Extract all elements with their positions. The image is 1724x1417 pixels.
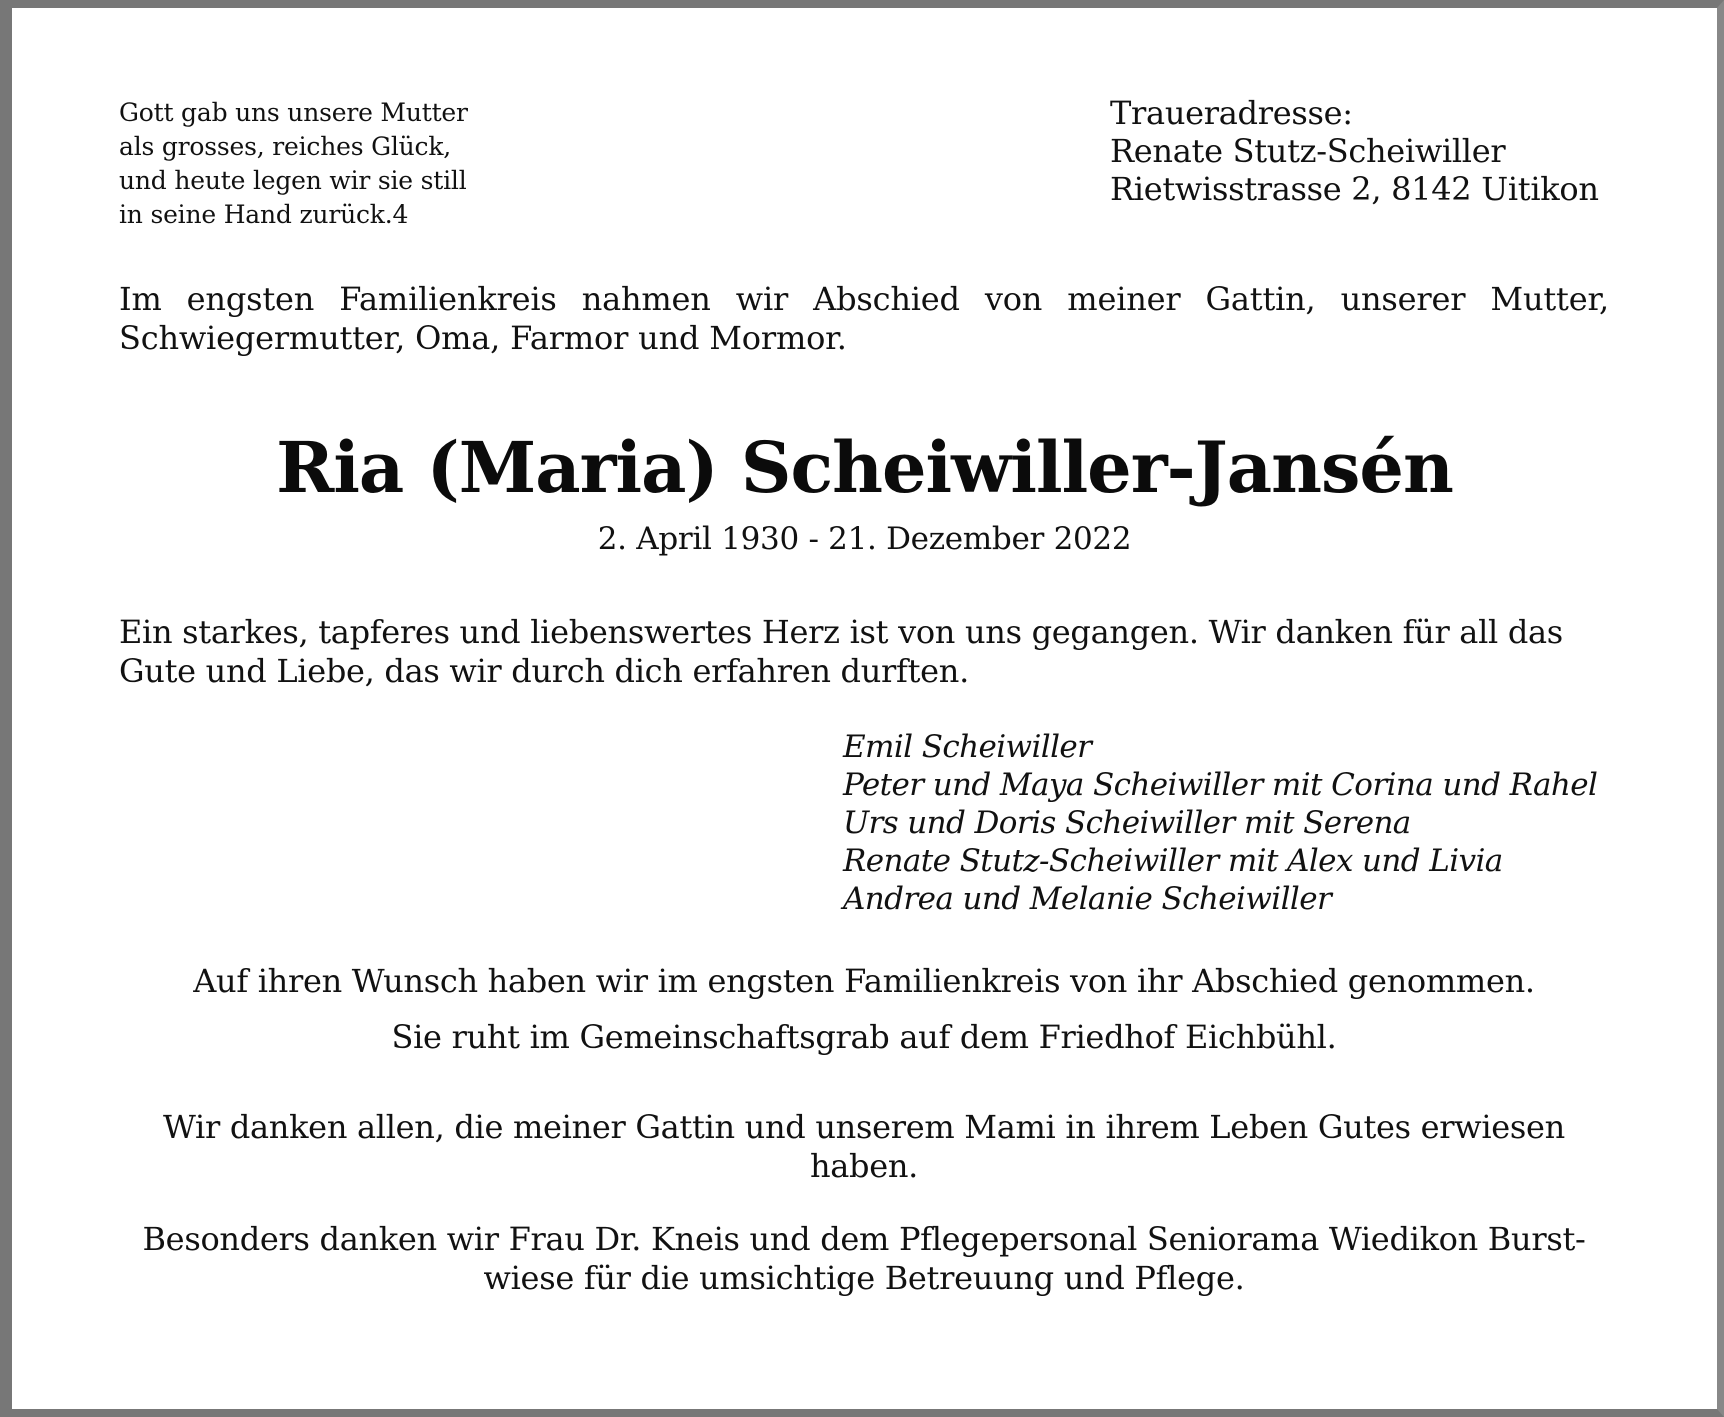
deceased-name: Ria (Maria) Scheiwiller-Jansén	[276, 426, 1453, 509]
family-member: Renate Stutz-Scheiwiller mit Alex und Livia	[843, 843, 1503, 879]
thanks-all-line: haben.	[809, 1147, 919, 1185]
family-member: Peter und Maya Scheiwiller mit Corina und Rahel	[843, 767, 1598, 803]
verse-line: in seine Hand zurück.4	[119, 200, 409, 229]
wish-paragraph: Auf ihren Wunsch haben wir im engsten Familienkreis von ihr Abschied genommen.	[193, 962, 1535, 1000]
grave-paragraph: Sie ruht im Gemeinschaftsgrab auf dem Friedhof Eichbühl.	[391, 1018, 1337, 1056]
family-member: Urs und Doris Scheiwiller mit Serena	[843, 805, 1411, 841]
family-member: Emil Scheiwiller	[843, 729, 1092, 765]
verse-line: als grosses, reiches Glück,	[119, 132, 452, 161]
family-list	[843, 728, 1643, 918]
verse	[119, 96, 589, 232]
verse-line: und heute legen wir sie still	[119, 166, 467, 195]
thanks-special-line: wiese für die umsichtige Betreuung und Pflege.	[483, 1259, 1245, 1297]
family-member: Andrea und Melanie Scheiwiller	[843, 881, 1332, 917]
tribute-paragraph: Ein starkes, tapferes und liebenswertes Herz ist von uns gegangen. Wir danken für all das Gute und Liebe, das wir durch dich erfahren durften.	[119, 613, 1563, 690]
thanks-special-paragraph	[119, 1220, 1609, 1298]
thanks-all-paragraph	[119, 1108, 1609, 1186]
address-name: Renate Stutz-Scheiwiller	[1110, 132, 1506, 170]
mourning-address	[1110, 94, 1710, 208]
address-label: Traueradresse:	[1110, 94, 1353, 132]
address-street: Rietwisstrasse 2, 8142 Uitikon	[1110, 170, 1599, 208]
thanks-all-line: Wir danken allen, die meiner Gattin und unserem Mami in ihrem Leben Gutes erwiesen	[162, 1108, 1565, 1146]
intro-paragraph: Im engsten Familienkreis nahmen wir Abschied von meiner Gattin, unserer Mutter, Schwiegermutter, Oma, Farmor und Mormor.	[119, 280, 1609, 357]
thanks-special-line: Besonders danken wir Frau Dr. Kneis und dem Pflegepersonal Seniorama Wiedikon Burst-	[142, 1220, 1586, 1258]
life-dates: 2. April 1930 - 21. Dezember 2022	[597, 521, 1132, 557]
verse-line: Gott gab uns unsere Mutter	[119, 98, 468, 127]
